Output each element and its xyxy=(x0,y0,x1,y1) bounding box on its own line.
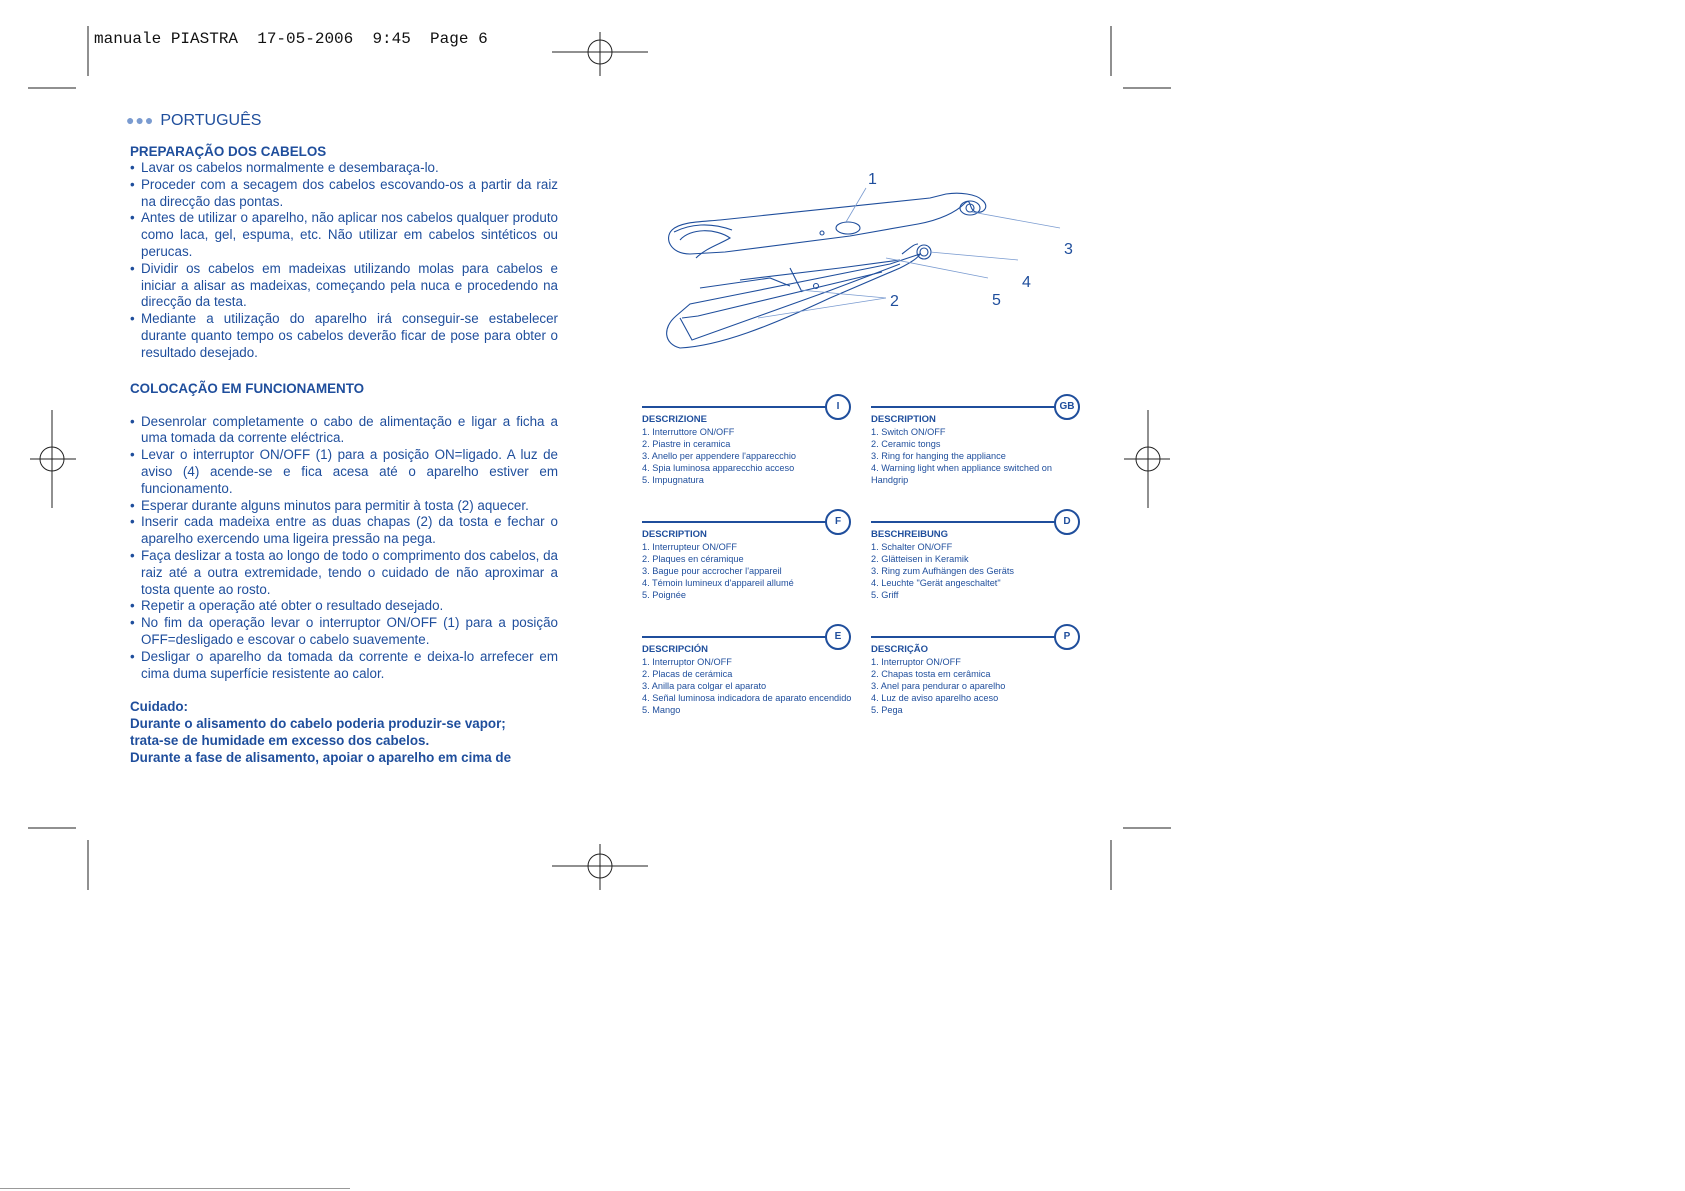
legend-item: 4. Spia luminosa apparecchio acceso xyxy=(642,463,795,473)
diagram-label-3: 3 xyxy=(1064,241,1073,258)
list-item: • Esperar durante alguns minutos para permitir à tosta (2) aquecer. xyxy=(130,498,558,515)
legend-item: 1. Switch ON/OFF xyxy=(871,427,946,437)
decorative-dots-icon: ●●● xyxy=(126,112,155,128)
legend-item: 2. Glätteisen in Keramik xyxy=(871,554,969,564)
legend-item: 5. Poignée xyxy=(642,590,686,600)
legend-title: BESCHREIBUNG xyxy=(871,529,949,540)
list-item: • Desenrolar completamente o cabo de alimentação e ligar a ficha a uma tomada da corrente eléctrica. xyxy=(130,414,558,448)
legend-item: 4. Témoin lumineux d'appareil allumé xyxy=(642,578,794,588)
legend-item: 1. Interruttore ON/OFF xyxy=(642,427,735,437)
caution-block xyxy=(130,699,558,766)
diagram-label-4: 4 xyxy=(1022,274,1031,291)
operation-list xyxy=(130,414,558,683)
language-badge: D xyxy=(1054,509,1080,535)
legend-item: Handgrip xyxy=(871,475,909,485)
language-badge: P xyxy=(1054,624,1080,650)
legend-item: 5. Pega xyxy=(871,705,903,715)
prep-title: PREPARAÇÃO DOS CABELOS xyxy=(130,144,327,159)
legend-item: 4. Luz de aviso aparelho aceso xyxy=(871,693,999,703)
list-item: • Faça deslizar a tosta ao longo de todo o comprimento dos cabelos, da raiz até a outra extremidade, tendo o cuidado de não aproximar a tosta quente ao rosto. xyxy=(130,548,558,598)
legend-title: DESCRIZIONE xyxy=(642,414,707,425)
list-item: • No fim da operação levar o interruptor ON/OFF (1) para a posição OFF=desligado e escovar o cabelo suavemente. xyxy=(130,615,558,649)
language-badge: F xyxy=(825,509,851,535)
language-badge: GB xyxy=(1054,394,1080,420)
legend-item: 4. Warning light when appliance switched on xyxy=(871,463,1052,473)
legend-item: 2. Ceramic tongs xyxy=(871,439,941,449)
legend-item: 3. Anilla para colgar el aparato xyxy=(642,681,767,691)
prep-list xyxy=(130,160,558,362)
legend-item: 1. Schalter ON/OFF xyxy=(871,542,953,552)
legend-item: 3. Ring for hanging the appliance xyxy=(871,451,1006,461)
list-item: • Levar o interruptor ON/OFF (1) para a posição ON=ligado. A luz de aviso (4) acende-se e fica acesa até o aparelho estiver em funcionamento. xyxy=(130,447,558,497)
caution-line: trata-se de humidade em excesso dos cabelos. xyxy=(130,732,430,748)
list-item: • Proceder com a secagem dos cabelos escovando-os a partir da raiz na direcção das pontas. xyxy=(130,177,558,211)
list-item: • Mediante a utilização do aparelho irá conseguir-se estabelecer durante quanto tempo os cabelos deverão ficar de pose para obter o resultado desejado. xyxy=(130,311,558,361)
legend-item: 5. Impugnatura xyxy=(642,475,704,485)
legend-item: 4. Señal luminosa indicadora de aparato encendido xyxy=(642,693,852,703)
diagram-label-5: 5 xyxy=(992,292,1001,309)
diagram-label-1: 1 xyxy=(868,171,877,188)
legend-item: 4. Leuchte "Gerät angeschaltet" xyxy=(871,578,1001,588)
legend-title: DESCRIÇÃO xyxy=(871,644,929,655)
list-item: • Desligar o aparelho da tomada da corrente e deixa-lo arrefecer em cima duma superfície resistente ao calor. xyxy=(130,649,558,683)
legend-item: 3. Ring zum Aufhängen des Geräts xyxy=(871,566,1015,576)
bottom-divider xyxy=(0,1188,350,1189)
list-item: • Inserir cada madeixa entre as duas chapas (2) da tosta e fechar o aparelho exercendo uma ligeira pressão na pega. xyxy=(130,514,558,548)
legend-title: DESCRIPCIÓN xyxy=(642,644,708,655)
legend-item: 2. Plaques en céramique xyxy=(642,554,744,564)
section-language-label: PORTUGUÊS xyxy=(160,112,262,129)
list-item: • Repetir a operação até obter o resultado desejado. xyxy=(130,598,558,615)
operation-title: COLOCAÇÃO EM FUNCIONAMENTO xyxy=(130,380,365,396)
list-item: • Dividir os cabelos em madeixas utilizando molas para cabelos e iniciar a alisar as madeixas, começando pela nuca e procedendo na direcção da testa. xyxy=(130,261,558,311)
print-slug: manuale PIASTRA 17-05-2006 9:45 Page 6 xyxy=(94,30,488,48)
language-badge: I xyxy=(825,394,851,420)
legend-item: 3. Bague pour accrocher l'appareil xyxy=(642,566,782,576)
legend-item: 3. Anello per appendere l'apparecchio xyxy=(642,451,796,461)
legend-item: 5. Griff xyxy=(871,590,899,600)
legend-title: DESCRIPTION xyxy=(871,414,936,425)
legend-title: DESCRIPTION xyxy=(642,529,707,540)
legend-item: 2. Placas de cerámica xyxy=(642,669,733,679)
caution-line: Durante a fase de alisamento, apoiar o aparelho em cima de xyxy=(130,749,512,765)
legend-item: 2. Chapas tosta em cerâmica xyxy=(871,669,991,679)
caution-title: Cuidado: xyxy=(130,699,189,715)
diagram-label-2: 2 xyxy=(890,293,899,310)
legend-item: 1. Interruptor ON/OFF xyxy=(642,657,732,667)
instructions-column xyxy=(130,143,558,767)
legend-item: 3. Anel para pendurar o aparelho xyxy=(871,681,1006,691)
legend-item: 1. Interrupteur ON/OFF xyxy=(642,542,737,552)
section-language-header xyxy=(126,112,261,130)
caution-line: Durante o alisamento do cabelo poderia produzir-se vapor; xyxy=(130,716,506,732)
legend-item: 5. Mango xyxy=(642,705,681,715)
language-badge: E xyxy=(825,624,851,650)
legend-item: 1. Interruptor ON/OFF xyxy=(871,657,961,667)
list-item: • Antes de utilizar o aparelho, não aplicar nos cabelos qualquer produto como laca, gel, espuma, etc. Não utilizar em cabelos sintéticos ou perucas. xyxy=(130,210,558,260)
legend-item: 2. Piastre in ceramica xyxy=(642,439,731,449)
straightener-diagram xyxy=(650,168,1090,368)
list-item: • Lavar os cabelos normalmente e desembaraça-lo. xyxy=(130,160,558,177)
